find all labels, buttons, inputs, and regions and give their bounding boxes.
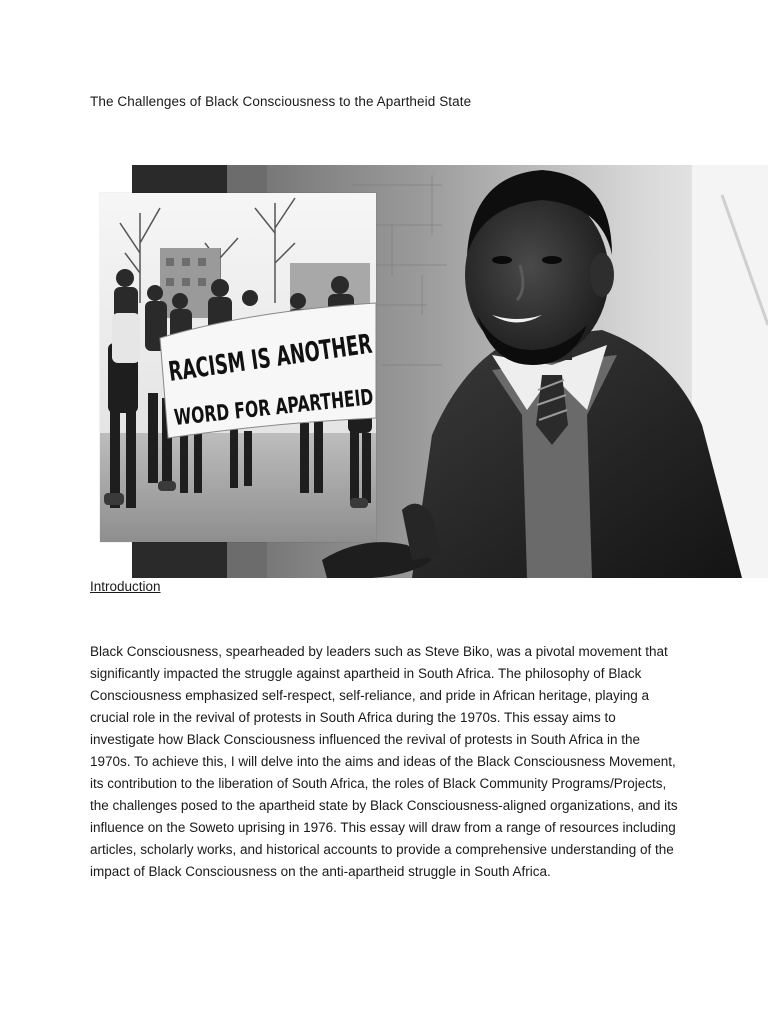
section-heading-introduction: Introduction xyxy=(90,579,161,594)
protest-photo xyxy=(100,193,481,542)
document-title: The Challenges of Black Consciousness to the Apartheid State xyxy=(90,94,472,109)
body-paragraph: Black Consciousness, spearheaded by leaders such as Steve Biko, was a pivotal movement that significantly impacted the struggle against apartheid in South Africa. The philosophy of Black Consciousness emphasized self-respect, self-reliance, and pride in African heritage, playing a crucial role in the revival of protests in South Africa during the 1970s. This essay aims to investigate how Black Consciousness influenced the revival of protests in South Africa in the 1970s. To achieve this, I will delve into the aims and ideas of the Black Consciousness Movement, its contribution to the liberation of South Africa, the roles of Black Community Programs/Projects, the challenges posed to the apartheid state by Black Consciousness-aligned organizations, and its influence on the Soweto uprising in 1976. This essay will draw from a range of resources including articles, scholarly works, and historical accounts to provide a comprehensive understanding of the impact of Black Consciousness on the anti-apartheid struggle in South Africa. xyxy=(90,644,678,879)
banner-text-line2: WORD FOR APARTHEID xyxy=(173,376,458,431)
banner-text-line1: RACISM IS ANOTHER xyxy=(166,313,481,388)
